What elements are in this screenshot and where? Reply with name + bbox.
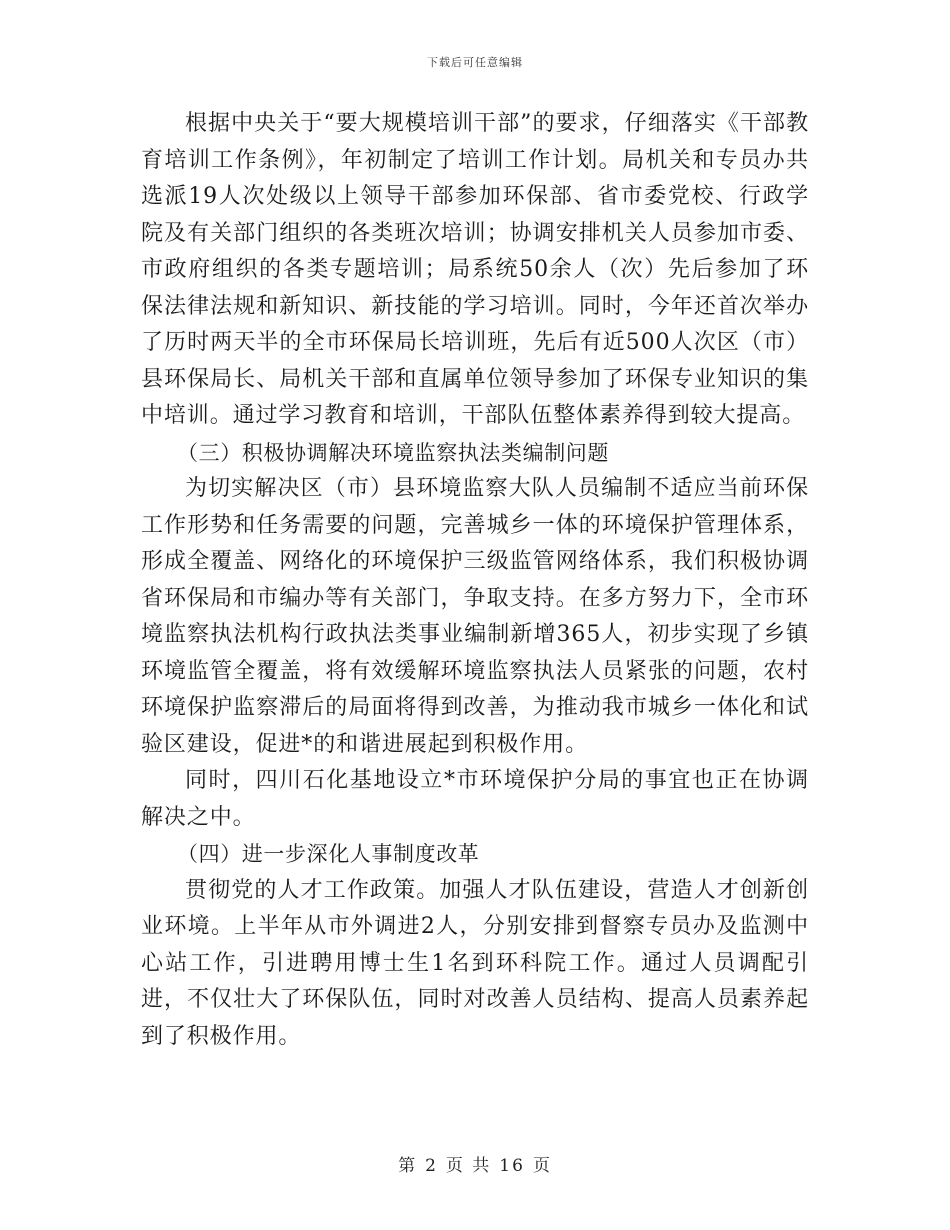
footer-suffix: 页 — [532, 1156, 552, 1176]
document-body — [141, 106, 809, 1055]
footer-prefix: 第 — [398, 1156, 418, 1176]
footer-middle: 页 共 — [445, 1156, 492, 1176]
paragraph-staffing: 为切实解决区（市）县环境监察大队人员编制不适应当前环保工作形势和任务需要的问题，完善城乡一体的环境保护管理体系，形成全覆盖、网络化的环境保护三级监管网络体系，我们积极协调省环保局和市编办等有关部门，争取支持。在多方努力下，全市环境监察执法机构行政执法类事业编制新增365人，初步实现了乡镇环境监管全覆盖，将有效缓解环境监察执法人员紧张的问题，农村环境保护监察滞后的局面将得到改善，为推动我市城乡一体化和试验区建设，促进*的和谐进展起到积极作用。 — [141, 476, 809, 757]
page-header: 下载后可任意编辑 — [427, 56, 523, 69]
paragraph-petrochem-branch: 同时，四川石化基地设立*市环境保护分局的事宜也正在协调解决之中。 — [141, 768, 809, 830]
footer-total-pages: 16 — [499, 1156, 525, 1176]
section-heading-4: （四）进一步深化人事制度改革 — [177, 842, 480, 866]
footer-page-number: 2 — [425, 1156, 438, 1176]
paragraph-talent: 贯彻党的人才工作政策。加强人才队伍建设，营造人才创新创业环境。上半年从市外调进2人，分别安排到督察专员办及监测中心站工作，引进聘用博士生1名到环科院工作。通过人员调配引进，不仅壮大了环保队伍，同时对改善人员结构、提高人员素养起到了积极作用。 — [141, 877, 809, 1049]
page-footer — [0, 1151, 950, 1176]
section-heading-3: （三）积极协调解决环境监察执法类编制问题 — [177, 440, 609, 465]
paragraph-training: 根据中央关于“要大规模培训干部”的要求，仔细落实《干部教育培训工作条例》，年初制定了培训工作计划。局机关和专员办共选派19人次处级以上领导干部参加环保部、省市委党校、行政学院及有关部门组织的各类班次培训；协调安排机关人员参加市委、市政府组织的各类专题培训；局系统50余人（次）先后参加了环保法律法规和新知识、新技能的学习培训。同时，今年还首次举办了历时两天半的全市环保局长培训班，先后有近500人次区（市）县环保局长、局机关干部和直属单位领导参加了环保专业知识的集中培训。通过学习教育和培训，干部队伍整体素养得到较大提高。 — [141, 111, 809, 428]
